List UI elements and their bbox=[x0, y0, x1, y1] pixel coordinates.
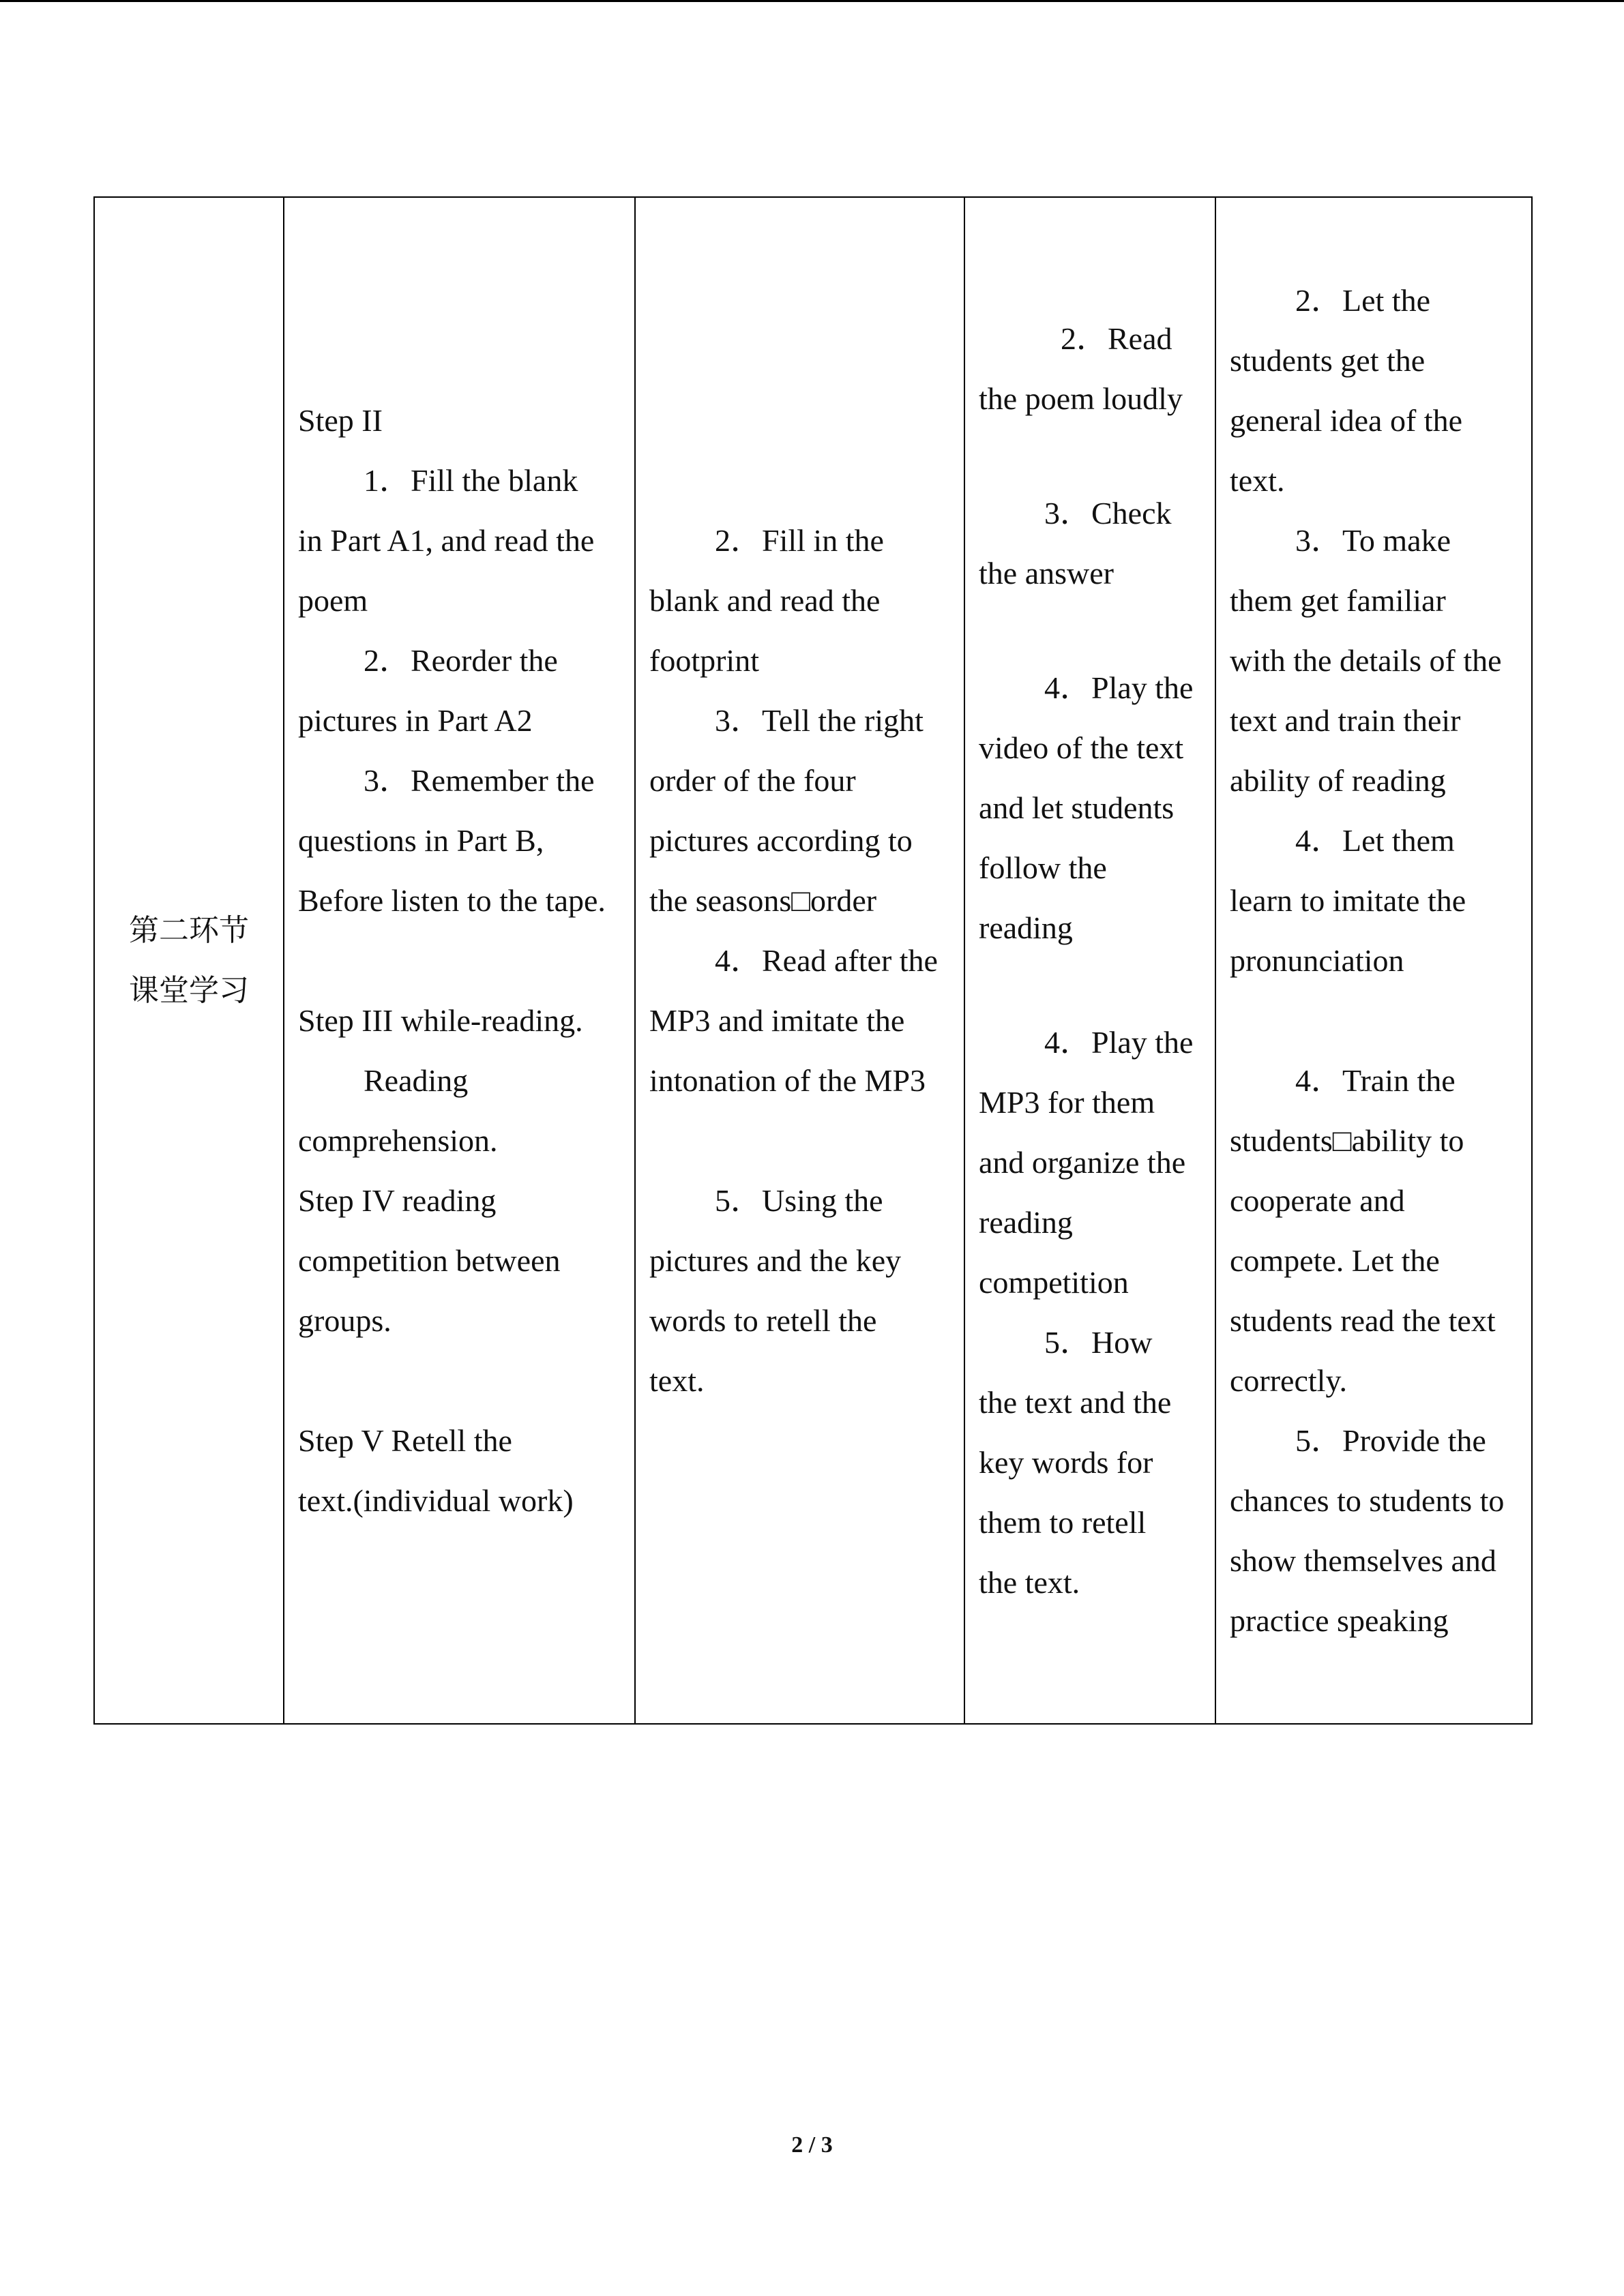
purpose-text: them get familiar bbox=[1230, 582, 1446, 618]
teacher-text: and let students bbox=[979, 790, 1175, 825]
purpose-text: text and train their bbox=[1230, 702, 1461, 738]
step-item: 1．Fill the blank bbox=[364, 462, 578, 498]
purpose-text: show themselves and bbox=[1230, 1542, 1496, 1578]
lesson-plan-table bbox=[93, 196, 1533, 1725]
purpose-text: cooperate and bbox=[1230, 1182, 1405, 1218]
teacher-item: 3．Check bbox=[1044, 495, 1172, 531]
step-text: Before listen to the tape. bbox=[298, 882, 606, 918]
purpose-item: 4．Let them bbox=[1295, 822, 1455, 858]
activity-text: MP3 and imitate the bbox=[649, 1002, 905, 1038]
step-item: 3．Remember the bbox=[364, 762, 595, 798]
teaching-steps-cell bbox=[284, 197, 635, 1724]
activity-text: text. bbox=[649, 1362, 705, 1398]
purpose-text: compete. Let the bbox=[1230, 1242, 1440, 1278]
teacher-text: reading bbox=[979, 1204, 1073, 1240]
top-border-line bbox=[0, 0, 1624, 2]
activity-text: blank and read the bbox=[649, 582, 881, 618]
step-text: comprehension. bbox=[298, 1122, 498, 1158]
activity-item: 3．Tell the right bbox=[715, 702, 924, 738]
purpose-text: practice speaking bbox=[1230, 1602, 1449, 1638]
purpose-text: ability of reading bbox=[1230, 762, 1446, 798]
purpose-text: chances to students to bbox=[1230, 1482, 1505, 1518]
teacher-text: them to retell bbox=[979, 1504, 1147, 1540]
teacher-text: the poem loudly bbox=[979, 381, 1183, 416]
table-row bbox=[94, 197, 1532, 1724]
activity-text: order of the four bbox=[649, 762, 856, 798]
purpose-text: students get the bbox=[1230, 342, 1426, 378]
activity-text: pictures according to bbox=[649, 822, 913, 858]
purpose-text: text. bbox=[1230, 462, 1285, 498]
purpose-item: 4．Train the bbox=[1295, 1062, 1456, 1098]
step-text: pictures in Part A2 bbox=[298, 702, 533, 738]
purpose-text: general idea of the bbox=[1230, 402, 1462, 438]
teacher-text: MP3 for them bbox=[979, 1084, 1155, 1120]
purpose-text: learn to imitate the bbox=[1230, 882, 1466, 918]
spacer bbox=[298, 1351, 621, 1411]
stage-cell bbox=[94, 197, 284, 1724]
step-item: 2．Reorder the bbox=[364, 642, 558, 678]
teacher-item: 4．Play the bbox=[1044, 1024, 1194, 1060]
stage-label-line2: 课堂学习 bbox=[129, 972, 249, 1008]
spacer bbox=[979, 958, 1201, 1013]
spacer bbox=[1230, 991, 1518, 1051]
spacer bbox=[979, 603, 1201, 658]
purpose-item: 2．Let the bbox=[1295, 282, 1430, 318]
step-heading: Step III while-reading. bbox=[298, 1002, 583, 1038]
student-activities-cell bbox=[635, 197, 964, 1724]
step-text: questions in Part B, bbox=[298, 822, 544, 858]
step-text: text.(individual work) bbox=[298, 1482, 574, 1518]
activity-item: 2．Fill in the bbox=[715, 522, 884, 558]
activity-text: pictures and the key bbox=[649, 1242, 902, 1278]
step-text: Reading bbox=[364, 1062, 469, 1098]
teacher-activities-cell bbox=[964, 197, 1215, 1724]
teacher-item: 2．Read bbox=[1061, 320, 1172, 356]
step-heading: Step V Retell the bbox=[298, 1422, 512, 1458]
step-text: groups. bbox=[298, 1302, 392, 1338]
step-text: in Part A1, and read the bbox=[298, 522, 595, 558]
teacher-text: reading bbox=[979, 910, 1073, 945]
teacher-text: the text. bbox=[979, 1564, 1080, 1600]
step-heading: Step IV reading bbox=[298, 1182, 497, 1218]
teacher-text: follow the bbox=[979, 850, 1107, 885]
step-text: competition between bbox=[298, 1242, 561, 1278]
spacer bbox=[649, 1111, 950, 1171]
teacher-text: and organize the bbox=[979, 1144, 1186, 1180]
teacher-item: 5．How bbox=[1044, 1324, 1153, 1360]
activity-text: footprint bbox=[649, 642, 759, 678]
purpose-item: 5．Provide the bbox=[1295, 1422, 1486, 1458]
teacher-text: competition bbox=[979, 1264, 1129, 1300]
activity-text: the seasons□order bbox=[649, 882, 877, 918]
purpose-text: students read the text bbox=[1230, 1302, 1496, 1338]
activity-text: words to retell the bbox=[649, 1302, 877, 1338]
teacher-text: the answer bbox=[979, 555, 1114, 591]
step-text: poem bbox=[298, 582, 368, 618]
page-number: 2 / 3 bbox=[791, 2132, 833, 2158]
purpose-text: with the details of the bbox=[1230, 642, 1502, 678]
activity-item: 4．Read after the bbox=[715, 942, 938, 978]
teacher-text: key words for bbox=[979, 1444, 1153, 1480]
teacher-item: 4．Play the bbox=[1044, 670, 1194, 705]
activity-item: 5．Using the bbox=[715, 1182, 883, 1218]
design-purpose-cell bbox=[1215, 197, 1532, 1724]
purpose-text: pronunciation bbox=[1230, 942, 1404, 978]
stage-label-line1: 第二环节 bbox=[129, 912, 249, 948]
teacher-text: the text and the bbox=[979, 1384, 1172, 1420]
teacher-text: video of the text bbox=[979, 730, 1184, 765]
purpose-text: students□ability to bbox=[1230, 1122, 1464, 1158]
spacer bbox=[979, 429, 1201, 483]
purpose-item: 3．To make bbox=[1295, 522, 1451, 558]
purpose-text: correctly. bbox=[1230, 1362, 1347, 1398]
spacer bbox=[298, 931, 621, 991]
activity-text: intonation of the MP3 bbox=[649, 1062, 926, 1098]
step-heading: Step II bbox=[298, 402, 383, 438]
